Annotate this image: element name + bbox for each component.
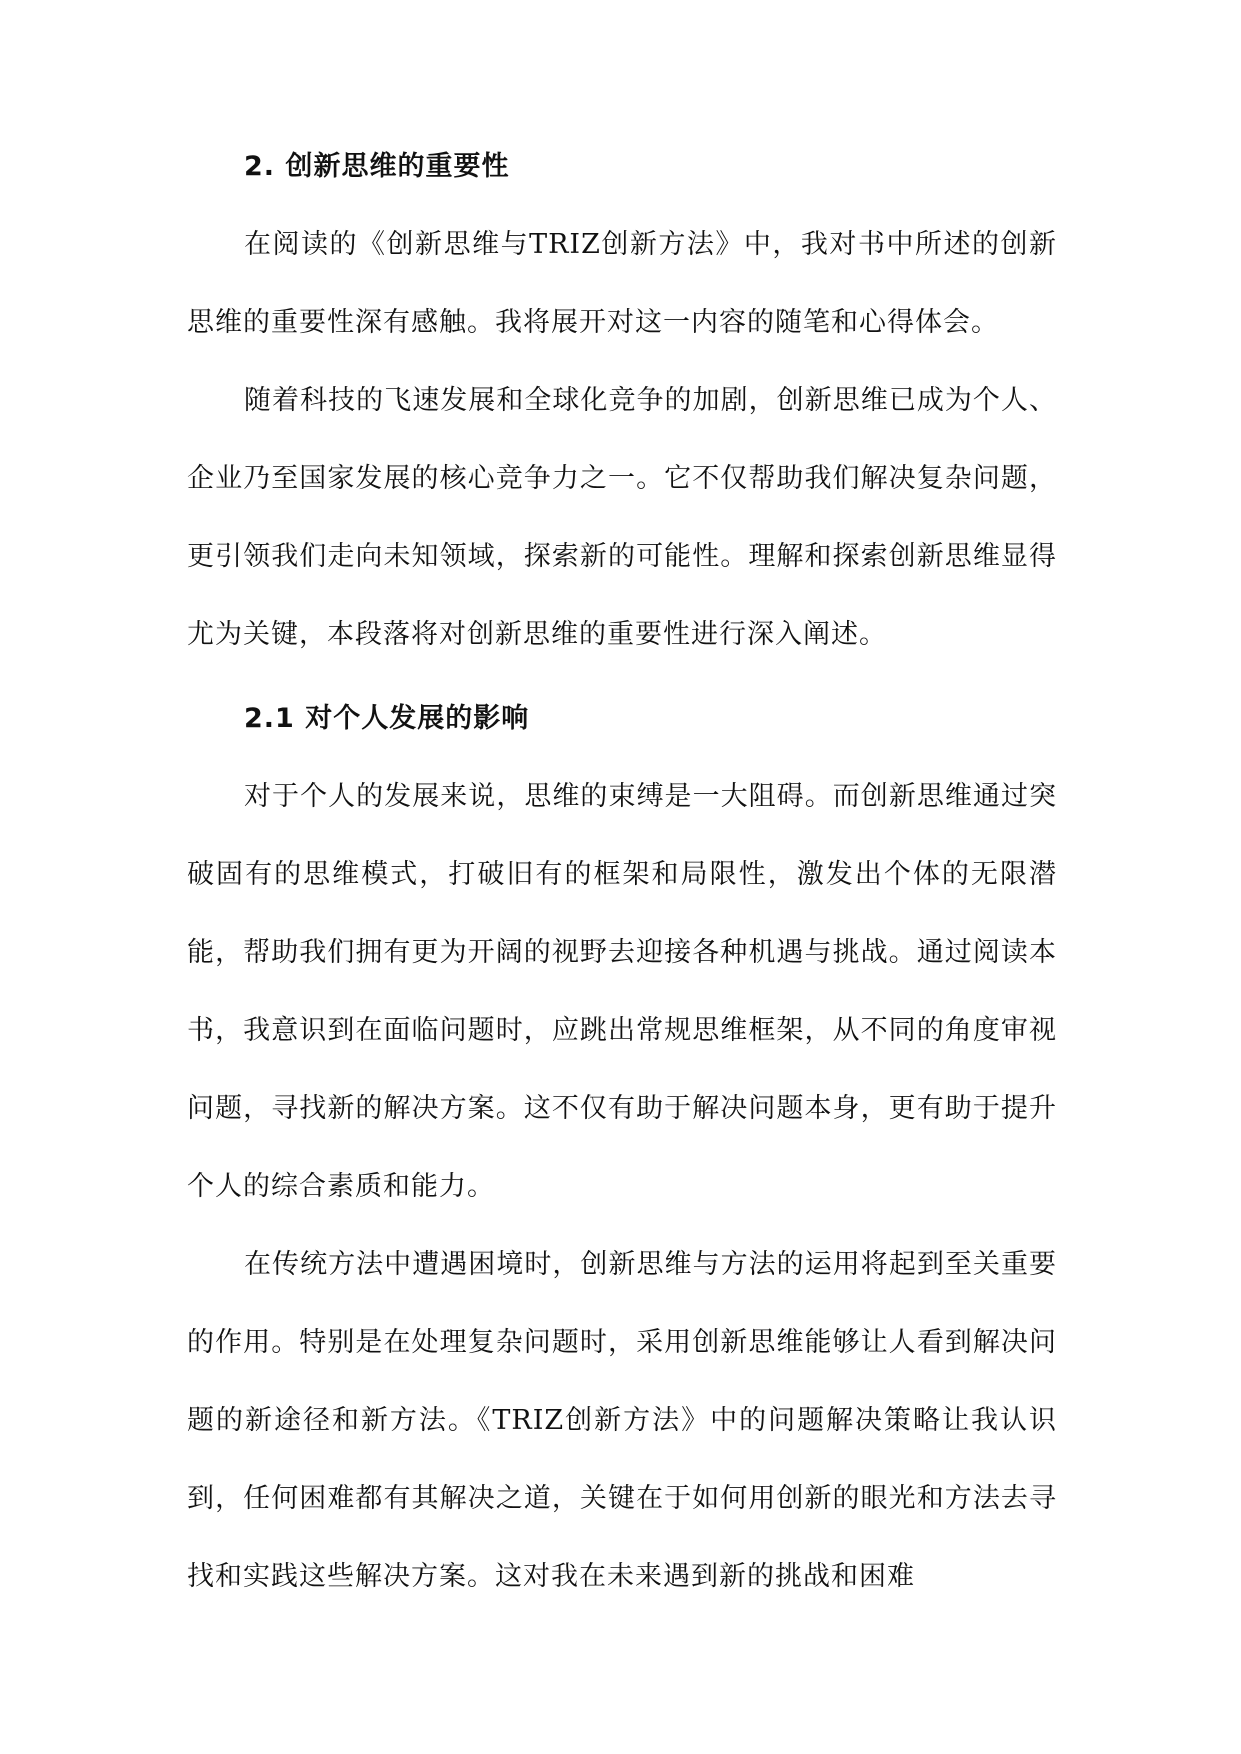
section-heading-2: 2. 创新思维的重要性 [244, 151, 510, 182]
paragraph-importance: 随着科技的飞速发展和全球化竞争的加剧，创新思维已成为个人、企业乃至国家发展的核心竞争力之一。它不仅帮助我们解决复杂问题，更引领我们走向未知领域，探索新的可能性。理解和探索创新思维显得尤为关键，本段落将对创新思维的重要性进行深入阐述。 [187, 385, 1057, 650]
paragraph-intro: 在阅读的《创新思维与TRIZ创新方法》中，我对书中所述的创新思维的重要性深有感触。我将展开对这一内容的随笔和心得体会。 [187, 229, 1057, 338]
section-heading-2-1: 2.1 对个人发展的影响 [244, 703, 530, 734]
paragraph-personal-development: 对于个人的发展来说，思维的束缚是一大阻碍。而创新思维通过突破固有的思维模式，打破旧有的框架和局限性，激发出个体的无限潜能，帮助我们拥有更为开阔的视野去迎接各种机遇与挑战。通过阅读本书，我意识到在面临问题时，应跳出常规思维框架，从不同的角度审视问题，寻找新的解决方案。这不仅有助于解决问题本身，更有助于提升个人的综合素质和能力。 [187, 781, 1057, 1202]
paragraph-traditional-methods: 在传统方法中遭遇困境时，创新思维与方法的运用将起到至关重要的作用。特别是在处理复杂问题时，采用创新思维能够让人看到解决问题的新途径和新方法。《TRIZ创新方法》中的问题解决策略让我认识到，任何困难都有其解决之道，关键在于如何用创新的眼光和方法去寻找和实践这些解决方案。这对我在未来遇到新的挑战和困难 [187, 1249, 1057, 1592]
document-body [187, 142, 1057, 1616]
